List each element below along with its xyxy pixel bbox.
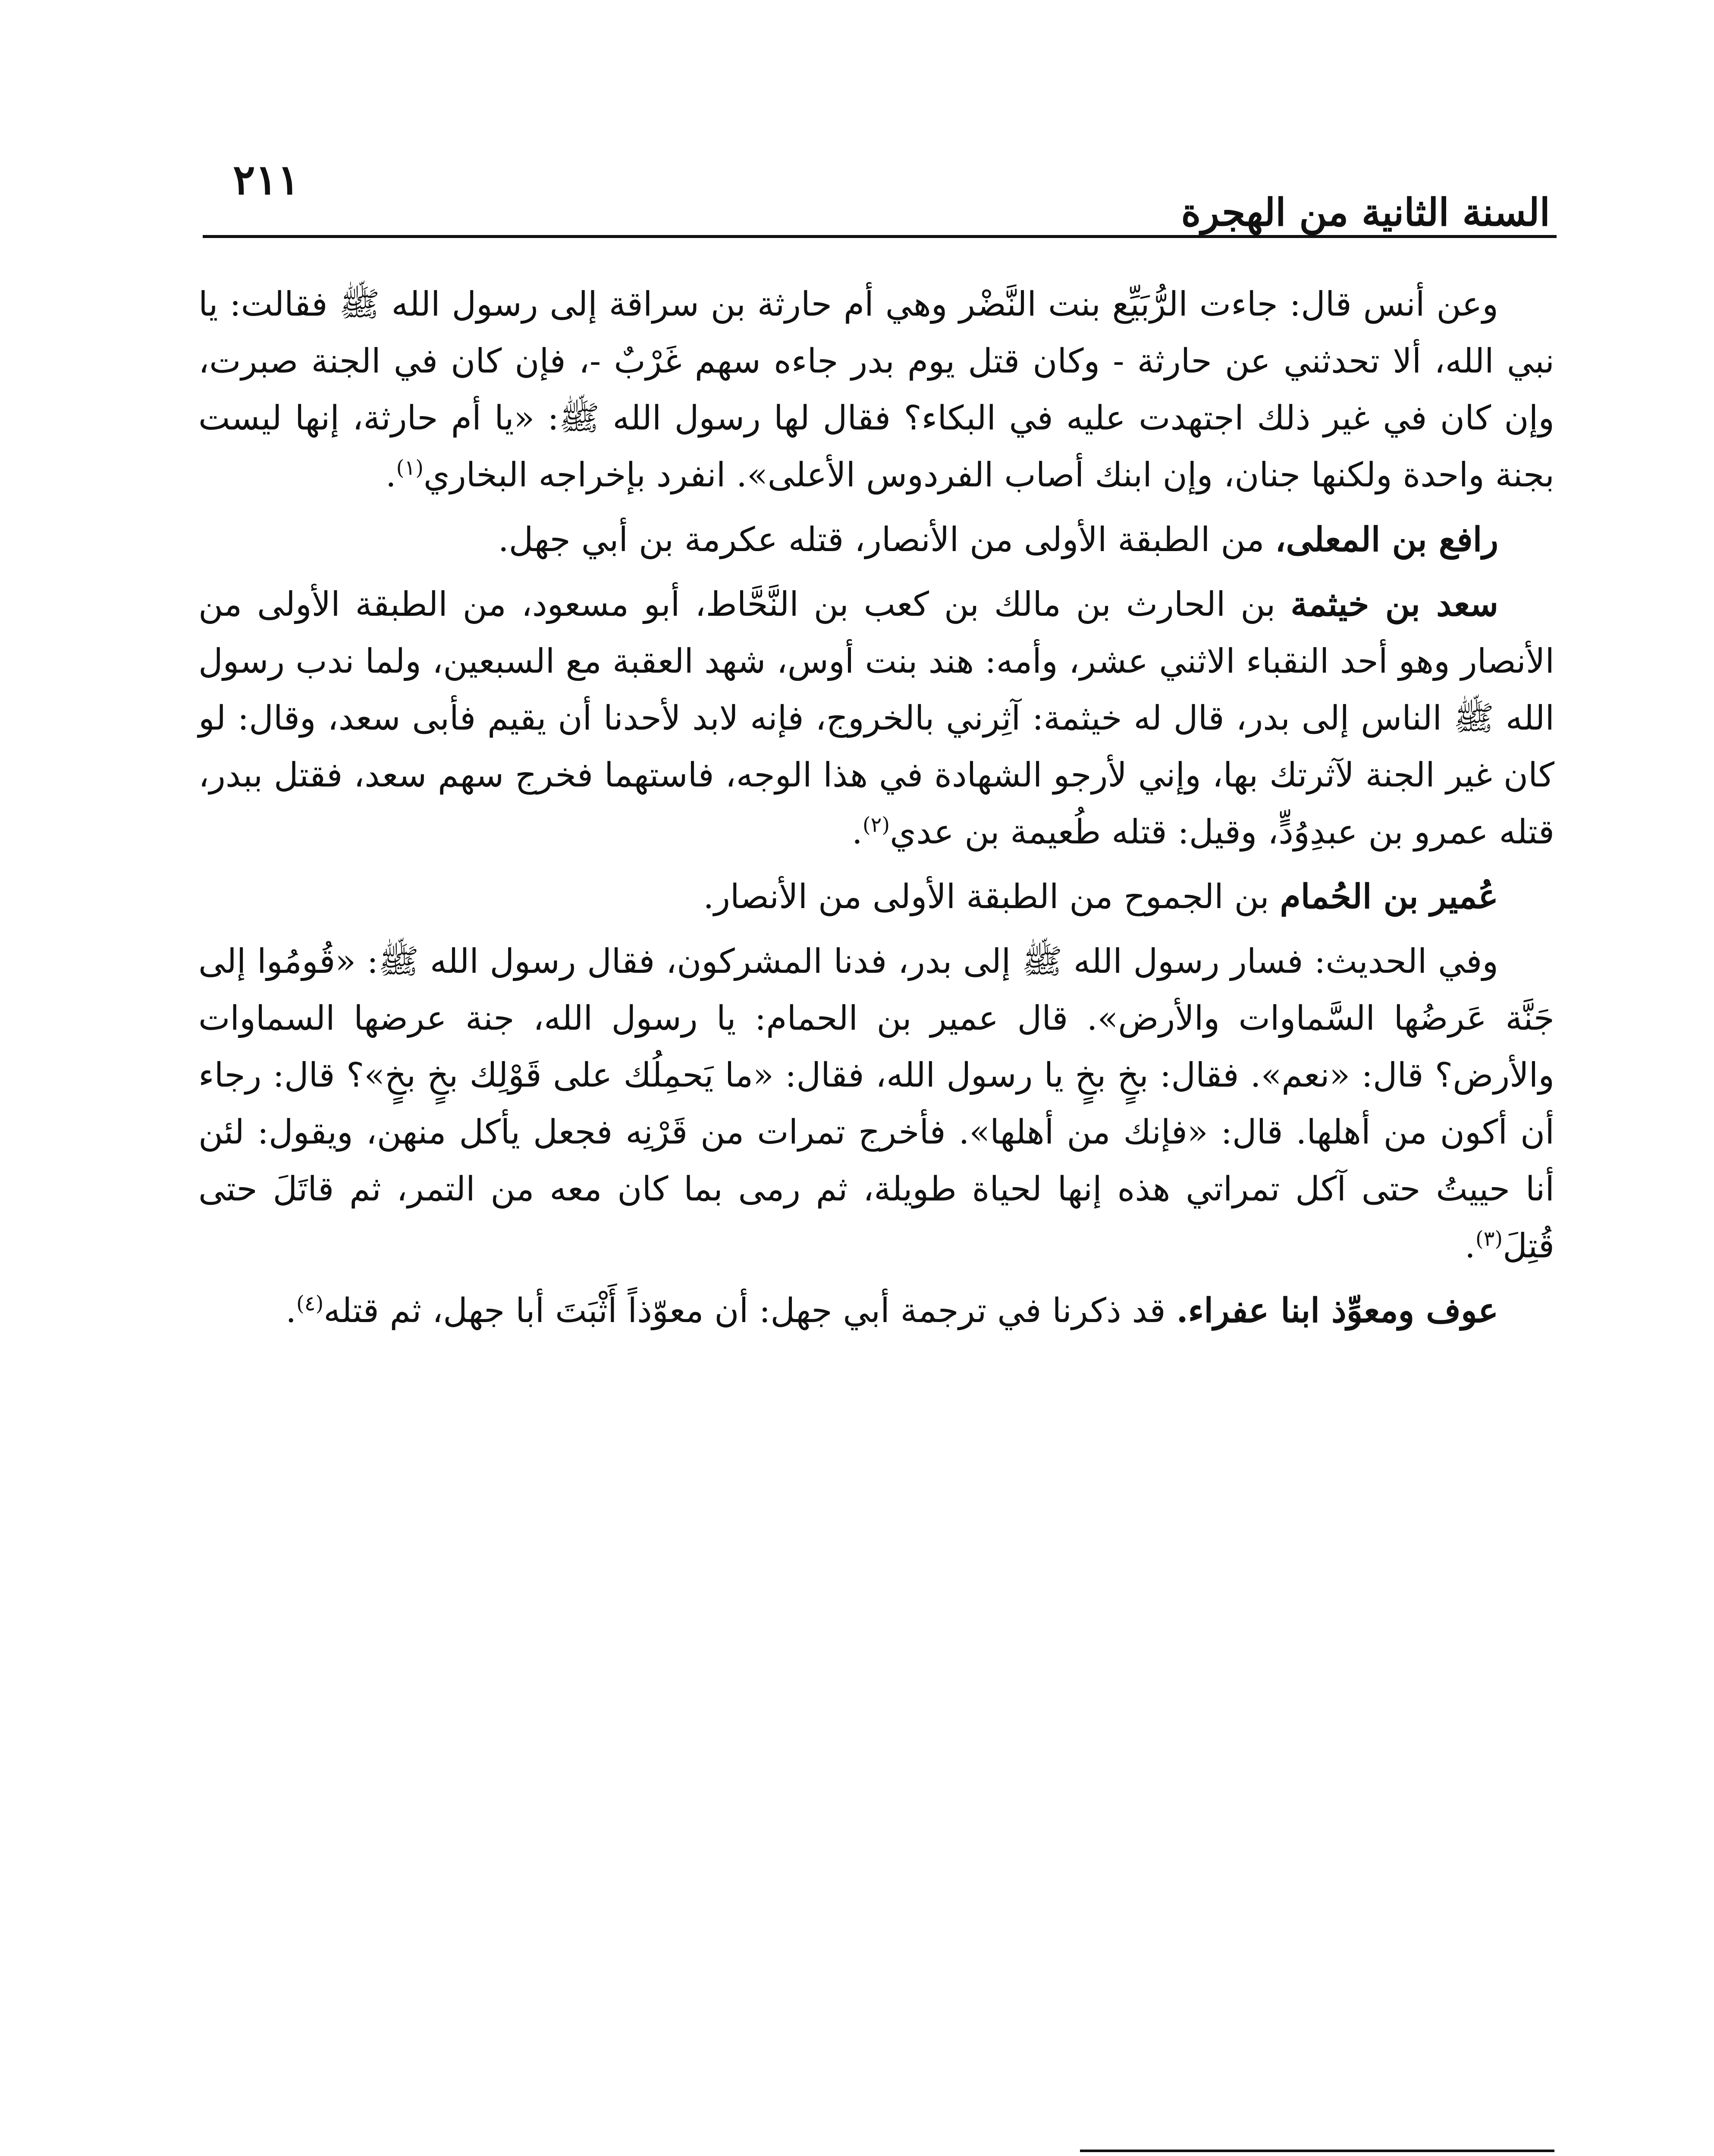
- paragraph-body: وعن أنس قال: جاءت الرُّبَيِّع بنت النَّضْر وهي أم حارثة بن سراقة إلى رسول الله ﷺ فقالت: يا نبي الله، ألا تحدثني عن حارثة - وكان قتل يوم بدر جاءه سهم غَرْبٌ -، فإن كان في الجنة صبرت، وإن كان في غير ذلك اجتهدت عليه في البكاء؟ فقال لها رسول الله ﷺ: «يا أم حارثة، إنها ليست بجنة واحدة ولكنها جنان، وإن ابنك أصاب الفردوس الأعلى». انفرد بإخراجه البخاري: [198, 285, 1554, 495]
- paragraph-body: وفي الحديث: فسار رسول الله ﷺ إلى بدر، فدنا المشركون، فقال رسول الله ﷺ: «قُومُوا إلى جَنَّة عَرضُها السَّماوات والأرض». قال عمير بن الحمام: يا رسول الله، جنة عرضها السماوات والأرض؟ قال: «نعم». فقال: بخٍ بخٍ يا رسول الله، فقال: «ما يَحمِلُك على قَوْلِك بخٍ بخٍ»؟ قال: رجاء أن أكون من أهلها. قال: «فإنك من أهلها». فأخرج تمرات من قَرْنِه فجعل يأكل منهن، ويقول: لئن أنا حييتُ حتى آكل تمراتي هذه إنها لحياة طويلة، ثم رمى بما كان معه من التمر، ثم قاتَلَ حتى قُتِلَ: [198, 942, 1554, 1266]
- paragraph-end: .: [385, 456, 396, 495]
- paragraph-hadith-badr: [198, 933, 1554, 1275]
- paragraph-lead: سعد بن خيثمة: [1290, 585, 1498, 624]
- footnote-ref: (٤): [296, 1291, 324, 1316]
- paragraph-lead: عُمير بن الحُمام: [1280, 877, 1498, 916]
- page-number: ٢١١: [233, 155, 300, 204]
- paragraph-end: .: [1465, 1227, 1475, 1266]
- paragraph-awf-muawwidh: [198, 1282, 1554, 1339]
- paragraph-body: بن الجموح من الطبقة الأولى من الأنصار.: [703, 877, 1280, 916]
- paragraph-anas-hadith: [198, 276, 1554, 504]
- footnote-separator: [1080, 2150, 1554, 2152]
- footnote-ref: (٢): [862, 813, 890, 837]
- paragraph-end: .: [286, 1291, 297, 1330]
- main-text: [198, 276, 1554, 1347]
- paragraph-rafi: [198, 511, 1554, 568]
- paragraph-body: قد ذكرنا في ترجمة أبي جهل: أن معوّذاً أَثْبَتَ أبا جهل، ثم قتله: [323, 1291, 1177, 1330]
- paragraph-body: بن الحارث بن مالك بن كعب بن النَّحَّاط، أبو مسعود، من الطبقة الأولى من الأنصار وهو أحد النقباء الاثني عشر، وأمه: هند بنت أوس، شهد العقبة مع السبعين، ولما ندب رسول الله ﷺ الناس إلى بدر، قال له خيثمة: آثِرني بالخروج، فإنه لابد لأحدنا أن يقيم فأبى سعد، وقال: لو كان غير الجنة لآثرتك بها، وإني لأرجو الشهادة في هذا الوجه، فاستهما فخرج سهم سعد، فقتل ببدر، قتله عمرو بن عبدِوُدٍّ، وقيل: قتله طُعيمة بن عدي: [198, 585, 1554, 852]
- paragraph-umair: [198, 868, 1554, 925]
- header-rule: [203, 235, 1557, 238]
- page-header: [207, 155, 1550, 233]
- paragraph-saad: [198, 576, 1554, 861]
- paragraph-end: .: [852, 813, 863, 852]
- paragraph-body: من الطبقة الأولى من الأنصار، قتله عكرمة بن أبي جهل.: [498, 520, 1275, 559]
- running-title: السنة الثانية من الهجرة: [1181, 190, 1550, 235]
- footnote-ref: (٣): [1475, 1227, 1503, 1251]
- paragraph-lead: رافع بن المعلى،: [1275, 520, 1498, 559]
- footnote-ref: (١): [396, 456, 424, 480]
- paragraph-lead: عوف ومعوِّذ ابنا عفراء.: [1176, 1291, 1498, 1330]
